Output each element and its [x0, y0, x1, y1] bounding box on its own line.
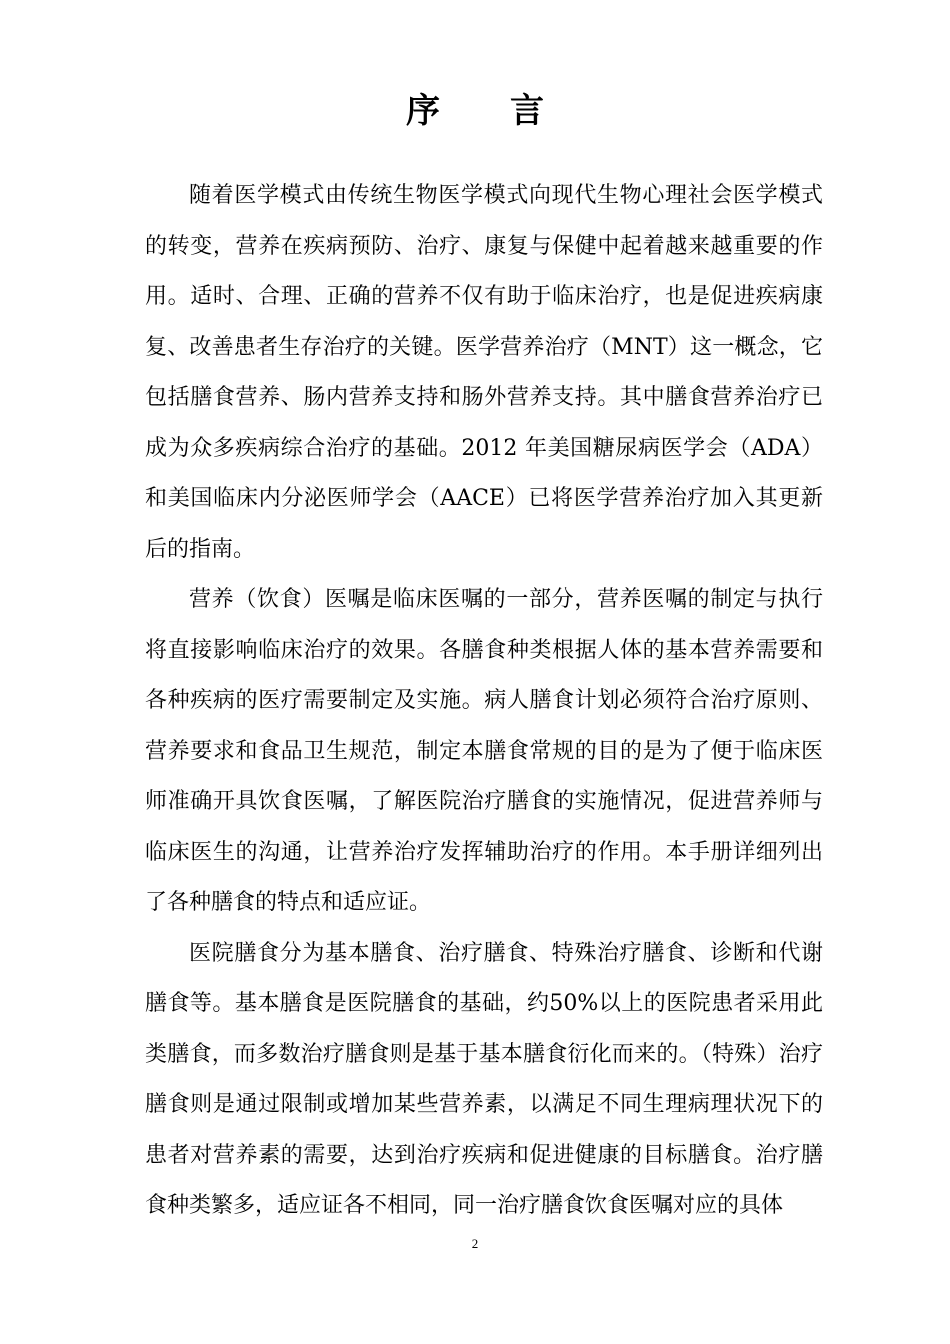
page-title: [0, 86, 950, 136]
paragraph-1: 随着医学模式由传统生物医学模式向现代生物心理社会医学模式的转变，营养在疾病预防、治疗、康复与保健中起着越来越重要的作用。适时、合理、正确的营养不仅有助于临床治疗，也是促进疾病康复、改善患者生存治疗的关键。医学营养治疗（MNT）这一概念，它包括膳食营养、肠内营养支持和肠外营养支持。其中膳食营养治疗已成为众多疾病综合治疗的基础。2012 年美国糖尿病医学会（ADA）和美国临床内分泌医师学会（AACE）已将医学营养治疗加入其更新后的指南。: [145, 183, 823, 562]
paragraph-2: 营养（饮食）医嘱是临床医嘱的一部分，营养医嘱的制定与执行将直接影响临床治疗的效果。各膳食种类根据人体的基本营养需要和各种疾病的医疗需要制定及实施。病人膳食计划必须符合治疗原则、营养要求和食品卫生规范，制定本膳食常规的目的是为了便于临床医师准确开具饮食医嘱，了解医院治疗膳食的实施情况，促进营养师与临床医生的沟通，让营养治疗发挥辅助治疗的作用。本手册详细列出了各种膳食的特点和适应证。: [145, 587, 823, 915]
page-number: 2: [471, 1236, 479, 1251]
title-char-2: 言: [510, 91, 544, 131]
preface-body: [145, 171, 823, 1232]
title-char-1: 序: [406, 91, 440, 131]
paragraph-3: 医院膳食分为基本膳食、治疗膳食、特殊治疗膳食、诊断和代谢膳食等。基本膳食是医院膳食的基础，约50%以上的医院患者采用此类膳食，而多数治疗膳食则是基于基本膳食衍化而来的。（特殊）治疗膳食则是通过限制或增加某些营养素，以满足不同生理病理状况下的患者对营养素的需要，达到治疗疾病和促进健康的目标膳食。治疗膳食种类繁多，适应证各不相同，同一治疗膳食饮食医嘱对应的具体: [145, 940, 823, 1218]
